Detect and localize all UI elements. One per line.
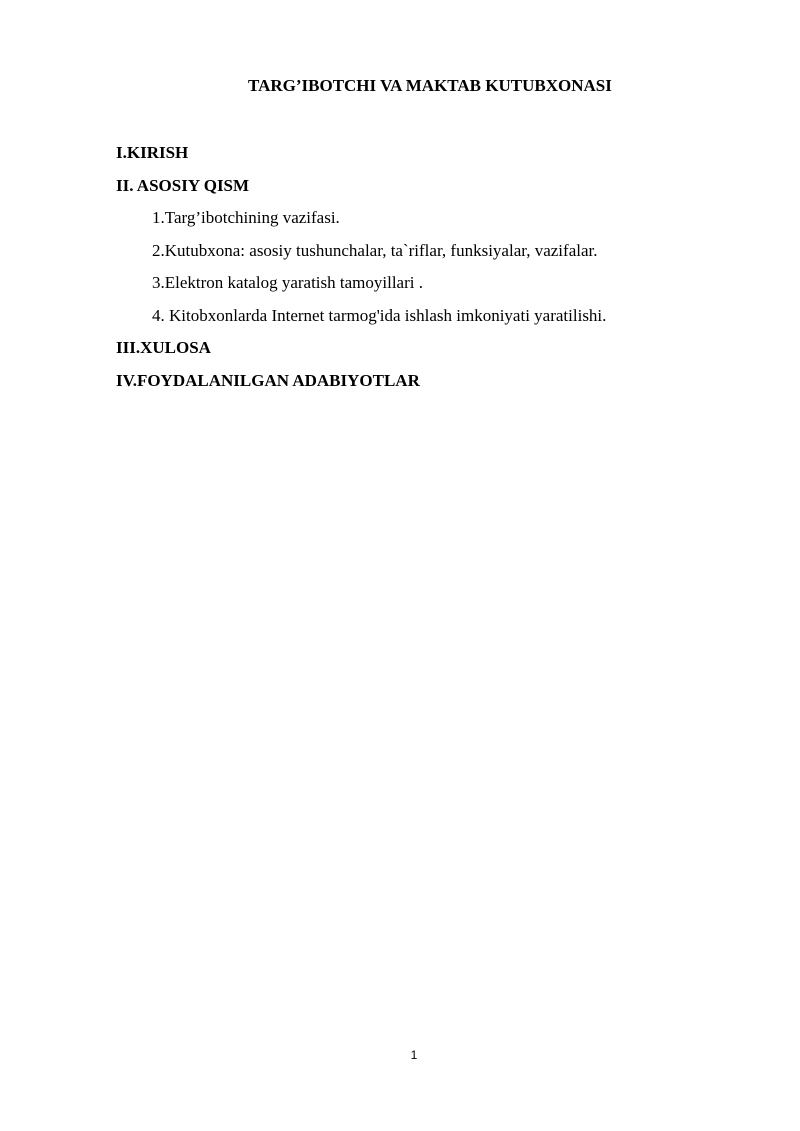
table-of-contents	[116, 142, 716, 402]
toc-references: IV.FOYDALANILGAN ADABIYOTLAR	[116, 370, 420, 390]
page-number: 1	[410, 1048, 418, 1062]
toc-item: 4. Kitobxonlarda Internet tarmog'ida ishlash imkoniyati yaratilishi.	[152, 305, 607, 325]
document-title: TARG’IBOTCHI VA MAKTAB KUTUBXONASI	[248, 76, 612, 95]
toc-item: 3.Elektron katalog yaratish tamoyillari .	[152, 273, 423, 292]
toc-main-part: II. ASOSIY QISM	[116, 175, 250, 195]
toc-conclusion: III.XULOSA	[116, 338, 211, 357]
toc-item: 1.Targ’ibotchining vazifasi.	[152, 208, 340, 227]
toc-item: 2.Kutubxona: asosiy tushunchalar, ta`riflar, funksiyalar, vazifalar.	[152, 240, 598, 260]
toc-intro: I.KIRISH	[116, 143, 189, 162]
